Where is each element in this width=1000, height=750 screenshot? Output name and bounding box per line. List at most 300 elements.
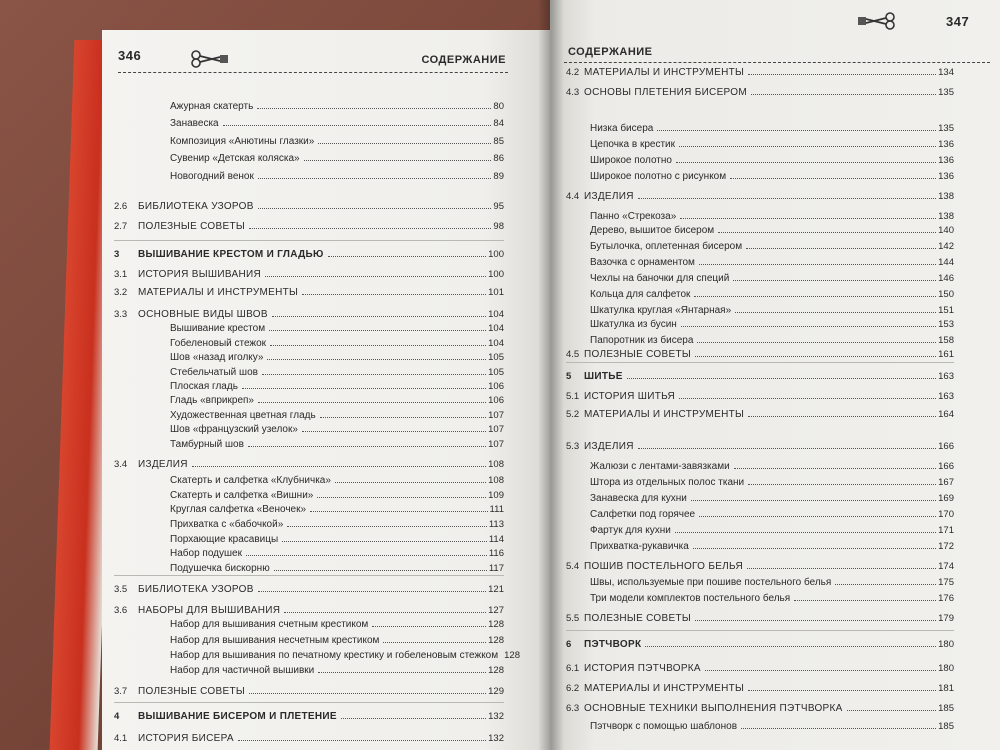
- toc-entry-title: ВЫШИВАНИЕ БИСЕРОМ И ПЛЕТЕНИЕ: [138, 711, 337, 722]
- section-number: 3.4: [114, 459, 128, 470]
- toc-entry-title: МАТЕРИАЛЫ И ИНСТРУМЕНТЫ: [584, 683, 745, 694]
- toc-entry-title: ОСНОВЫ ПЛЕТЕНИЯ БИСЕРОМ: [584, 87, 748, 98]
- dot-leader: [695, 356, 936, 357]
- toc-entry-title: Кольца для салфеток: [590, 289, 691, 300]
- dot-leader: [691, 500, 936, 501]
- toc-row: [114, 246, 504, 260]
- toc-entry-title: Салфетки под горячее: [590, 509, 696, 520]
- dot-leader: [335, 482, 486, 483]
- toc-row: [114, 115, 504, 129]
- toc-row: [114, 647, 520, 661]
- toc-page-number: 106: [488, 381, 504, 392]
- toc-entry-title: Фартук для кухни: [590, 525, 671, 536]
- toc-entry-title: Художественная цветная гладь: [170, 410, 316, 421]
- toc-entry-title: МАТЕРИАЛЫ И ИНСТРУМЕНТЫ: [584, 67, 745, 78]
- right-page-header-title: СОДЕРЖАНИЕ: [568, 46, 653, 58]
- toc-page-number: 166: [938, 441, 954, 452]
- toc-page-number: 101: [488, 287, 504, 298]
- toc-row: [114, 218, 504, 232]
- toc-page-number: 127: [488, 605, 504, 616]
- dot-leader: [718, 232, 936, 233]
- section-number: 3.7: [114, 686, 128, 697]
- toc-row: [114, 133, 504, 147]
- dot-leader: [270, 345, 486, 346]
- dot-leader: [383, 642, 486, 643]
- toc-entry-title: Бутылочка, оплетенная бисером: [590, 241, 743, 252]
- toc-row: [114, 335, 504, 349]
- toc-page-number: 100: [488, 249, 504, 260]
- toc-entry-title: ИСТОРИЯ ПЭТЧВОРКА: [584, 663, 701, 674]
- section-number: 3.6: [114, 605, 128, 616]
- dot-leader: [246, 555, 487, 556]
- toc-entry-title: Занавеска: [170, 118, 219, 129]
- toc-row: [566, 332, 954, 346]
- dot-leader: [697, 342, 936, 343]
- section-number: 5.3: [566, 441, 580, 452]
- toc-row: [114, 407, 504, 421]
- scissors-icon: [854, 12, 896, 30]
- scissors-icon: [190, 50, 232, 68]
- toc-row: [566, 152, 954, 166]
- section-number: 4.3: [566, 87, 580, 98]
- toc-row: [566, 458, 954, 472]
- toc-page-number: 169: [938, 493, 954, 504]
- toc-row: [566, 506, 954, 520]
- toc-entry-title: ИЗДЕЛИЯ: [584, 191, 634, 202]
- left-page-header-title: СОДЕРЖАНИЕ: [421, 54, 506, 66]
- toc-row: [114, 487, 504, 501]
- dot-leader: [748, 74, 936, 75]
- toc-entry-title: Набор для частичной вышивки: [170, 665, 315, 676]
- toc-page-number: 179: [938, 613, 954, 624]
- toc-entry-title: Набор подушек: [170, 548, 242, 559]
- toc-row: [114, 150, 504, 164]
- toc-entry-title: Шкатулка круглая «Янтарная»: [590, 305, 732, 316]
- toc-entry-title: Швы, используемые при пошиве постельного белья: [590, 577, 832, 588]
- toc-page-number: 117: [488, 563, 504, 574]
- dot-leader: [274, 570, 487, 571]
- section-number: 3.5: [114, 584, 128, 595]
- toc-row: [566, 238, 954, 252]
- toc-row: [566, 490, 954, 504]
- dot-leader: [258, 178, 492, 179]
- toc-row: [114, 392, 504, 406]
- toc-row: [114, 378, 504, 392]
- dot-leader: [699, 516, 936, 517]
- dot-leader: [847, 710, 937, 711]
- section-number: 4.1: [114, 733, 128, 744]
- section-number: 3.3: [114, 309, 128, 320]
- toc-entry-title: Новогодний венок: [170, 171, 254, 182]
- toc-page-number: 132: [488, 711, 504, 722]
- toc-row: [114, 168, 504, 182]
- section-number: 4: [114, 711, 120, 722]
- toc-row: [566, 208, 954, 222]
- dot-leader: [320, 417, 486, 418]
- dot-leader: [734, 468, 936, 469]
- toc-page-number: 161: [938, 349, 954, 360]
- left-page-number: 346: [118, 48, 142, 63]
- dot-leader: [248, 446, 486, 447]
- toc-row: [566, 316, 954, 330]
- dot-leader: [302, 431, 486, 432]
- toc-page-number: 167: [938, 477, 954, 488]
- toc-page-number: 105: [488, 352, 504, 363]
- toc-page-number: 104: [488, 338, 504, 349]
- dot-leader: [748, 484, 936, 485]
- toc-entry-title: Композиция «Анютины глазки»: [170, 136, 315, 147]
- dot-leader: [269, 330, 486, 331]
- dot-leader: [249, 693, 486, 694]
- toc-page-number: 146: [938, 273, 954, 284]
- toc-row: [114, 632, 504, 646]
- dot-leader: [272, 316, 486, 317]
- toc-entry-title: Стебельчатый шов: [170, 367, 258, 378]
- toc-page-number: 132: [488, 733, 504, 744]
- right-page: [550, 0, 1000, 750]
- toc-row: [566, 388, 954, 402]
- toc-row: [114, 349, 504, 363]
- dot-leader: [627, 378, 936, 379]
- toc-row: [566, 680, 954, 694]
- dot-leader: [675, 532, 936, 533]
- toc-page-number: 108: [488, 459, 504, 470]
- dot-leader: [262, 374, 486, 375]
- toc-row: [566, 610, 954, 624]
- section-divider: [566, 630, 954, 631]
- toc-entry-title: Шкатулка из бусин: [590, 319, 677, 330]
- dot-leader: [730, 178, 936, 179]
- toc-row: [566, 302, 954, 316]
- section-number: 2.7: [114, 221, 128, 232]
- toc-page-number: 180: [938, 639, 954, 650]
- toc-row: [114, 456, 504, 470]
- toc-row: [114, 284, 504, 298]
- dot-leader: [748, 416, 936, 417]
- dot-leader: [304, 160, 492, 161]
- toc-row: [114, 560, 504, 574]
- toc-page-number: 134: [938, 67, 954, 78]
- toc-page-number: 116: [488, 548, 504, 559]
- section-divider: [566, 362, 954, 363]
- toc-entry-title: Широкое полотно: [590, 155, 672, 166]
- toc-entry-title: Ажурная скатерть: [170, 101, 254, 112]
- toc-entry-title: Набор для вышивания несчетным крестиком: [170, 635, 380, 646]
- toc-row: [114, 516, 504, 530]
- toc-page-number: 164: [938, 409, 954, 420]
- toc-page-number: 138: [938, 191, 954, 202]
- toc-page-number: 180: [938, 663, 954, 674]
- section-number: 5: [566, 371, 572, 382]
- toc-entry-title: Пэтчворк с помощью шаблонов: [590, 721, 738, 732]
- section-number: 6.1: [566, 663, 580, 674]
- toc-page-number: 128: [488, 665, 504, 676]
- toc-entry-title: Шов «назад иголку»: [170, 352, 264, 363]
- dot-leader: [258, 591, 486, 592]
- toc-row: [566, 368, 954, 382]
- toc-entry-title: Скатерть и салфетка «Клубничка»: [170, 475, 331, 486]
- toc-row: [114, 364, 504, 378]
- toc-entry-title: Подушечка бискорню: [170, 563, 270, 574]
- toc-page-number: 181: [938, 683, 954, 694]
- section-divider: [114, 575, 504, 576]
- toc-row: [566, 636, 954, 650]
- toc-entry-title: ПОШИВ ПОСТЕЛЬНОГО БЕЛЬЯ: [584, 561, 743, 572]
- toc-page-number: 129: [488, 686, 504, 697]
- section-number: 3.1: [114, 269, 128, 280]
- toc-entry-title: Сувенир «Детская коляска»: [170, 153, 300, 164]
- dot-leader: [258, 402, 486, 403]
- toc-page-number: 89: [493, 171, 504, 182]
- toc-page-number: 85: [493, 136, 504, 147]
- dot-leader: [242, 388, 486, 389]
- dot-leader: [748, 690, 936, 691]
- toc-row: [566, 64, 954, 78]
- toc-entry-title: ИСТОРИЯ БИСЕРА: [138, 733, 234, 744]
- toc-entry-title: Три модели комплектов постельного белья: [590, 593, 791, 604]
- toc-row: [114, 98, 504, 112]
- toc-page-number: 128: [488, 619, 504, 630]
- toc-entry-title: Плоская гладь: [170, 381, 238, 392]
- dot-leader: [699, 264, 936, 265]
- toc-page-number: 108: [488, 475, 504, 486]
- dot-leader: [681, 326, 936, 327]
- toc-page-number: 170: [938, 509, 954, 520]
- toc-entry-title: ПОЛЕЗНЫЕ СОВЕТЫ: [138, 686, 246, 697]
- toc-entry-title: ИСТОРИЯ ВЫШИВАНИЯ: [138, 269, 261, 280]
- dot-leader: [284, 612, 486, 613]
- toc-row: [114, 545, 504, 559]
- dot-leader: [679, 398, 936, 399]
- toc-entry-title: Гладь «вприкреп»: [170, 395, 254, 406]
- toc-entry-title: Занавеска для кухни: [590, 493, 687, 504]
- toc-entry-title: Круглая салфетка «Веночек»: [170, 504, 307, 515]
- section-number: 3: [114, 249, 120, 260]
- toc-page-number: 176: [938, 593, 954, 604]
- toc-row: [114, 616, 504, 630]
- right-page-number: 347: [946, 14, 970, 29]
- dot-leader: [735, 312, 936, 313]
- dot-leader: [318, 672, 486, 673]
- toc-row: [114, 730, 504, 744]
- toc-page-number: 104: [488, 309, 504, 320]
- toc-row: [566, 406, 954, 420]
- toc-entry-title: Низка бисера: [590, 123, 654, 134]
- toc-entry-title: Прихватка-рукавичка: [590, 541, 689, 552]
- dot-leader: [328, 256, 487, 257]
- dot-leader: [341, 718, 486, 719]
- toc-row: [114, 472, 504, 486]
- toc-page-number: 80: [493, 101, 504, 112]
- toc-page-number: 135: [938, 87, 954, 98]
- toc-entry-title: ИЗДЕЛИЯ: [138, 459, 188, 470]
- toc-page-number: 128: [488, 635, 504, 646]
- toc-row: [114, 306, 504, 320]
- toc-row: [566, 286, 954, 300]
- toc-page-number: 109: [488, 490, 504, 501]
- dot-leader: [638, 198, 936, 199]
- toc-row: [114, 320, 504, 334]
- toc-page-number: 166: [938, 461, 954, 472]
- section-divider: [114, 702, 504, 703]
- toc-row: [566, 120, 954, 134]
- section-number: 3.2: [114, 287, 128, 298]
- toc-entry-title: НАБОРЫ ДЛЯ ВЫШИВАНИЯ: [138, 605, 281, 616]
- toc-entry-title: Гобеленовый стежок: [170, 338, 267, 349]
- toc-page-number: 107: [488, 424, 504, 435]
- toc-page-number: 185: [938, 703, 954, 714]
- dot-leader: [372, 626, 486, 627]
- toc-row: [114, 501, 504, 515]
- toc-entry-title: Прихватка с «бабочкой»: [170, 519, 284, 530]
- header-dashed-line: [564, 62, 990, 63]
- dot-leader: [317, 497, 486, 498]
- toc-page-number: 171: [938, 525, 954, 536]
- toc-row: [566, 438, 954, 452]
- toc-entry-title: ИЗДЕЛИЯ: [584, 441, 634, 452]
- dot-leader: [192, 466, 486, 467]
- toc-page-number: 136: [938, 171, 954, 182]
- dot-leader: [249, 228, 491, 229]
- toc-page-number: 175: [938, 577, 954, 588]
- toc-entry-title: БИБЛИОТЕКА УЗОРОВ: [138, 584, 254, 595]
- toc-page-number: 140: [938, 225, 954, 236]
- toc-page-number: 111: [489, 504, 504, 515]
- toc-page-number: 100: [488, 269, 504, 280]
- toc-entry-title: ИСТОРИЯ ШИТЬЯ: [584, 391, 676, 402]
- dot-leader: [287, 526, 487, 527]
- toc-page-number: 158: [938, 335, 954, 346]
- toc-page-number: 107: [488, 410, 504, 421]
- toc-page-number: 150: [938, 289, 954, 300]
- section-number: 4.5: [566, 349, 580, 360]
- dot-leader: [310, 511, 488, 512]
- toc-page-number: 105: [488, 367, 504, 378]
- toc-entry-title: ПОЛЕЗНЫЕ СОВЕТЫ: [584, 613, 692, 624]
- toc-entry-title: Чехлы на баночки для специй: [590, 273, 730, 284]
- toc-entry-title: Жалюзи с лентами-завязками: [590, 461, 730, 472]
- toc-entry-title: ПОЛЕЗНЫЕ СОВЕТЫ: [138, 221, 246, 232]
- toc-row: [566, 590, 954, 604]
- toc-row: [114, 436, 504, 450]
- dot-leader: [679, 146, 936, 147]
- dot-leader: [265, 276, 486, 277]
- toc-entry-title: МАТЕРИАЛЫ И ИНСТРУМЕНТЫ: [584, 409, 745, 420]
- toc-entry-title: Штора из отдельных полос ткани: [590, 477, 745, 488]
- dot-leader: [835, 584, 936, 585]
- toc-row: [114, 602, 504, 616]
- toc-entry-title: ОСНОВНЫЕ ВИДЫ ШВОВ: [138, 309, 268, 320]
- toc-page-number: 95: [493, 201, 504, 212]
- header-dashed-line: [118, 72, 508, 73]
- toc-page-number: 185: [938, 721, 954, 732]
- toc-entry-title: Шов «французский узелок»: [170, 424, 298, 435]
- toc-row: [114, 662, 504, 676]
- toc-entry-title: Панно «Стрекоза»: [590, 211, 677, 222]
- toc-entry-title: Набор для вышивания счетным крестиком: [170, 619, 369, 630]
- dot-leader: [318, 143, 491, 144]
- section-number: 4.2: [566, 67, 580, 78]
- section-number: 5.4: [566, 561, 580, 572]
- toc-row: [114, 421, 504, 435]
- toc-page-number: 114: [488, 534, 504, 545]
- toc-page-number: 135: [938, 123, 954, 134]
- toc-entry-title: Папоротник из бисера: [590, 335, 694, 346]
- toc-entry-title: ВЫШИВАНИЕ КРЕСТОМ И ГЛАДЬЮ: [138, 249, 324, 260]
- toc-entry-title: Цепочка в крестик: [590, 139, 675, 150]
- section-number: 5.2: [566, 409, 580, 420]
- toc-row: [566, 660, 954, 674]
- toc-page-number: 138: [938, 211, 954, 222]
- toc-entry-title: ОСНОВНЫЕ ТЕХНИКИ ВЫПОЛНЕНИЯ ПЭТЧВОРКА: [584, 703, 843, 714]
- toc-row: [566, 254, 954, 268]
- dot-leader: [267, 359, 486, 360]
- toc-entry-title: Вышивание крестом: [170, 323, 266, 334]
- toc-row: [566, 558, 954, 572]
- section-number: 4.4: [566, 191, 580, 202]
- dot-leader: [645, 646, 936, 647]
- toc-page-number: 163: [938, 371, 954, 382]
- dot-leader: [695, 620, 936, 621]
- toc-page-number: 172: [938, 541, 954, 552]
- dot-leader: [693, 548, 936, 549]
- toc-entry-title: БИБЛИОТЕКА УЗОРОВ: [138, 201, 254, 212]
- dot-leader: [794, 600, 936, 601]
- toc-page-number: 104: [488, 323, 504, 334]
- toc-page-number: 151: [938, 305, 954, 316]
- dot-leader: [223, 125, 492, 126]
- toc-row: [114, 708, 504, 722]
- toc-entry-title: Порхающие красавицы: [170, 534, 279, 545]
- toc-row: [566, 718, 954, 732]
- dot-leader: [747, 568, 936, 569]
- toc-row: [566, 136, 954, 150]
- section-number: 5.5: [566, 613, 580, 624]
- toc-row: [566, 538, 954, 552]
- toc-entry-title: Скатерть и салфетка «Вишни»: [170, 490, 314, 501]
- book-spine-shadow: [538, 0, 564, 750]
- toc-row: [566, 168, 954, 182]
- dot-leader: [741, 728, 936, 729]
- toc-row: [114, 531, 504, 545]
- dot-leader: [638, 448, 936, 449]
- toc-page-number: 142: [938, 241, 954, 252]
- toc-page-number: 113: [488, 519, 504, 530]
- toc-row: [114, 198, 504, 212]
- section-number: 5.1: [566, 391, 580, 402]
- toc-entry-title: МАТЕРИАЛЫ И ИНСТРУМЕНТЫ: [138, 287, 299, 298]
- toc-row: [566, 188, 954, 202]
- toc-entry-title: Дерево, вышитое бисером: [590, 225, 715, 236]
- toc-page-number: 153: [938, 319, 954, 330]
- toc-entry-title: Тамбурный шов: [170, 439, 244, 450]
- toc-row: [566, 270, 954, 284]
- section-number: 6: [566, 639, 572, 650]
- dot-leader: [258, 208, 492, 209]
- toc-row: [566, 574, 954, 588]
- toc-page-number: 107: [488, 439, 504, 450]
- toc-row: [566, 474, 954, 488]
- dot-leader: [676, 162, 936, 163]
- dot-leader: [705, 670, 936, 671]
- section-number: 6.3: [566, 703, 580, 714]
- dot-leader: [257, 108, 491, 109]
- section-number: 2.6: [114, 201, 128, 212]
- toc-row: [114, 683, 504, 697]
- dot-leader: [680, 218, 936, 219]
- toc-entry-title: Вазочка с орнаментом: [590, 257, 695, 268]
- dot-leader: [657, 130, 936, 131]
